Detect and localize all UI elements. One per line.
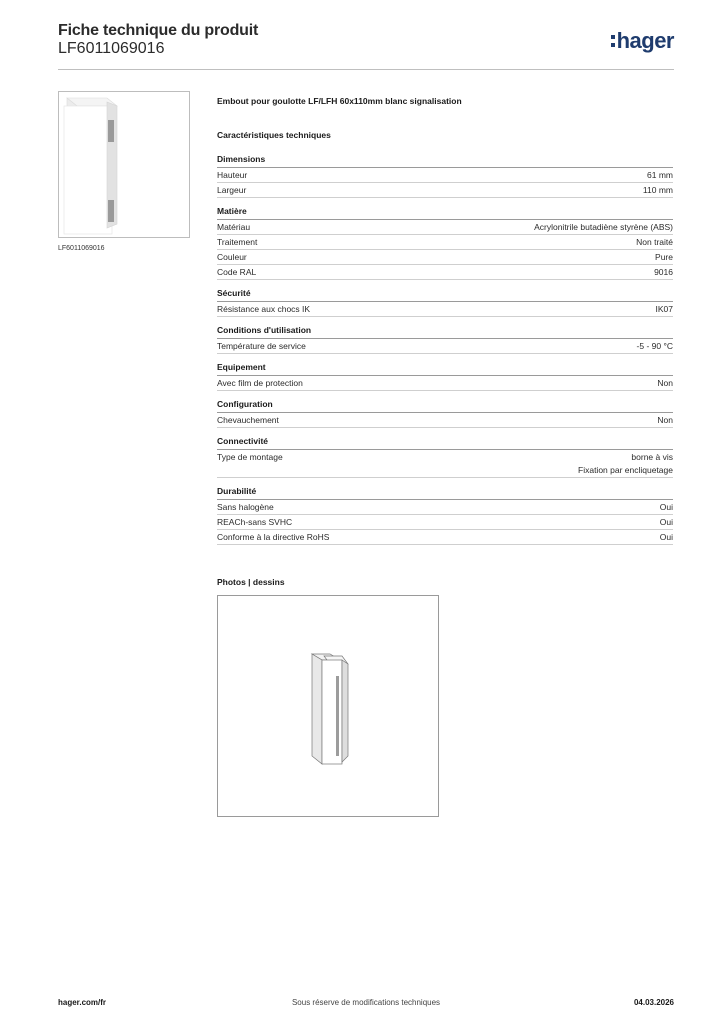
spec-row [217, 235, 673, 250]
spec-value: borne à vis [631, 452, 673, 462]
spec-value: Non [657, 415, 673, 425]
footer-notice: Sous réserve de modifications techniques [291, 998, 441, 1007]
page-header [58, 22, 674, 70]
spec-sheet [217, 96, 673, 553]
group-title: Matière [217, 206, 673, 220]
spec-label: Résistance aux chocs IK [217, 304, 311, 314]
spec-row [217, 265, 673, 280]
spec-label: Sans halogène [217, 502, 274, 512]
spec-row [217, 339, 673, 354]
end-cap-drawing-icon [218, 596, 438, 816]
group-title: Configuration [217, 399, 673, 413]
group-title: Dimensions [217, 154, 673, 168]
footer-website-link[interactable]: hager.com/fr [58, 998, 107, 1007]
spec-group-matiere [217, 206, 673, 280]
thumbnail-caption: LF6011069016 [58, 245, 105, 252]
spec-group-configuration [217, 399, 673, 428]
spec-label: Conforme à la directive RoHS [217, 532, 330, 542]
spec-row [217, 500, 673, 515]
product-reference: LF6011069016 [58, 40, 165, 57]
spec-value-list [578, 451, 673, 477]
group-title: Connectivité [217, 436, 673, 450]
group-title: Equipement [217, 362, 673, 376]
spec-label: Traitement [217, 237, 258, 247]
spec-group-conditions [217, 325, 673, 354]
group-title: Conditions d'utilisation [217, 325, 673, 339]
logo-dots-icon [611, 35, 615, 47]
spec-row [217, 168, 673, 183]
page-footer [58, 998, 674, 1010]
spec-value: Oui [659, 502, 673, 512]
spec-value: Non traité [636, 237, 673, 247]
spec-group-equipement [217, 362, 673, 391]
spec-row [217, 220, 673, 235]
spec-row [217, 376, 673, 391]
spec-label: Largeur [217, 185, 247, 195]
spec-label: Matériau [217, 222, 251, 232]
spec-value: Pure [655, 252, 673, 262]
product-description: Embout pour goulotte LF/LFH 60x110mm blanc signalisation [217, 96, 462, 106]
spec-value: 9016 [654, 267, 673, 277]
spec-label: Code RAL [217, 267, 257, 277]
page-title: Fiche technique du produit [58, 22, 259, 39]
logo-text: hager [616, 28, 674, 53]
spec-value: IK07 [655, 304, 673, 314]
spec-label: Chevauchement [217, 415, 279, 425]
spec-row [217, 302, 673, 317]
spec-value: Oui [659, 517, 673, 527]
spec-row [217, 450, 673, 478]
hager-logo [611, 28, 674, 54]
spec-value: Acrylonitrile butadiène styrène (ABS) [534, 222, 673, 232]
spec-label: Couleur [217, 252, 247, 262]
spec-label: Avec film de protection [217, 378, 303, 388]
product-thumbnail [58, 91, 190, 238]
spec-value: Non [657, 378, 673, 388]
group-title: Sécurité [217, 288, 673, 302]
spec-value: 61 mm [647, 170, 673, 180]
spec-row [217, 515, 673, 530]
spec-value: -5 - 90 °C [636, 341, 673, 351]
spec-label: Type de montage [217, 452, 283, 462]
spec-row [217, 413, 673, 428]
spec-value: Fixation par encliquetage [578, 465, 673, 475]
group-title: Durabilité [217, 486, 673, 500]
spec-row [217, 183, 673, 198]
spec-group-dimensions [217, 154, 673, 198]
spec-label: Température de service [217, 341, 306, 351]
spec-group-connectivite [217, 436, 673, 478]
product-photo [217, 595, 439, 817]
spec-group-securite [217, 288, 673, 317]
spec-value: Oui [659, 532, 673, 542]
spec-label: Hauteur [217, 170, 248, 180]
specs-heading: Caractéristiques techniques [217, 130, 331, 140]
spec-value: 110 mm [642, 185, 673, 195]
footer-date: 04.03.2026 [633, 998, 674, 1007]
spec-row [217, 530, 673, 545]
photos-heading: Photos | dessins [217, 577, 285, 587]
spec-label: REACh-sans SVHC [217, 517, 293, 527]
spec-row [217, 250, 673, 265]
end-cap-thumbnail-icon [59, 92, 189, 237]
spec-group-durabilite [217, 486, 673, 545]
